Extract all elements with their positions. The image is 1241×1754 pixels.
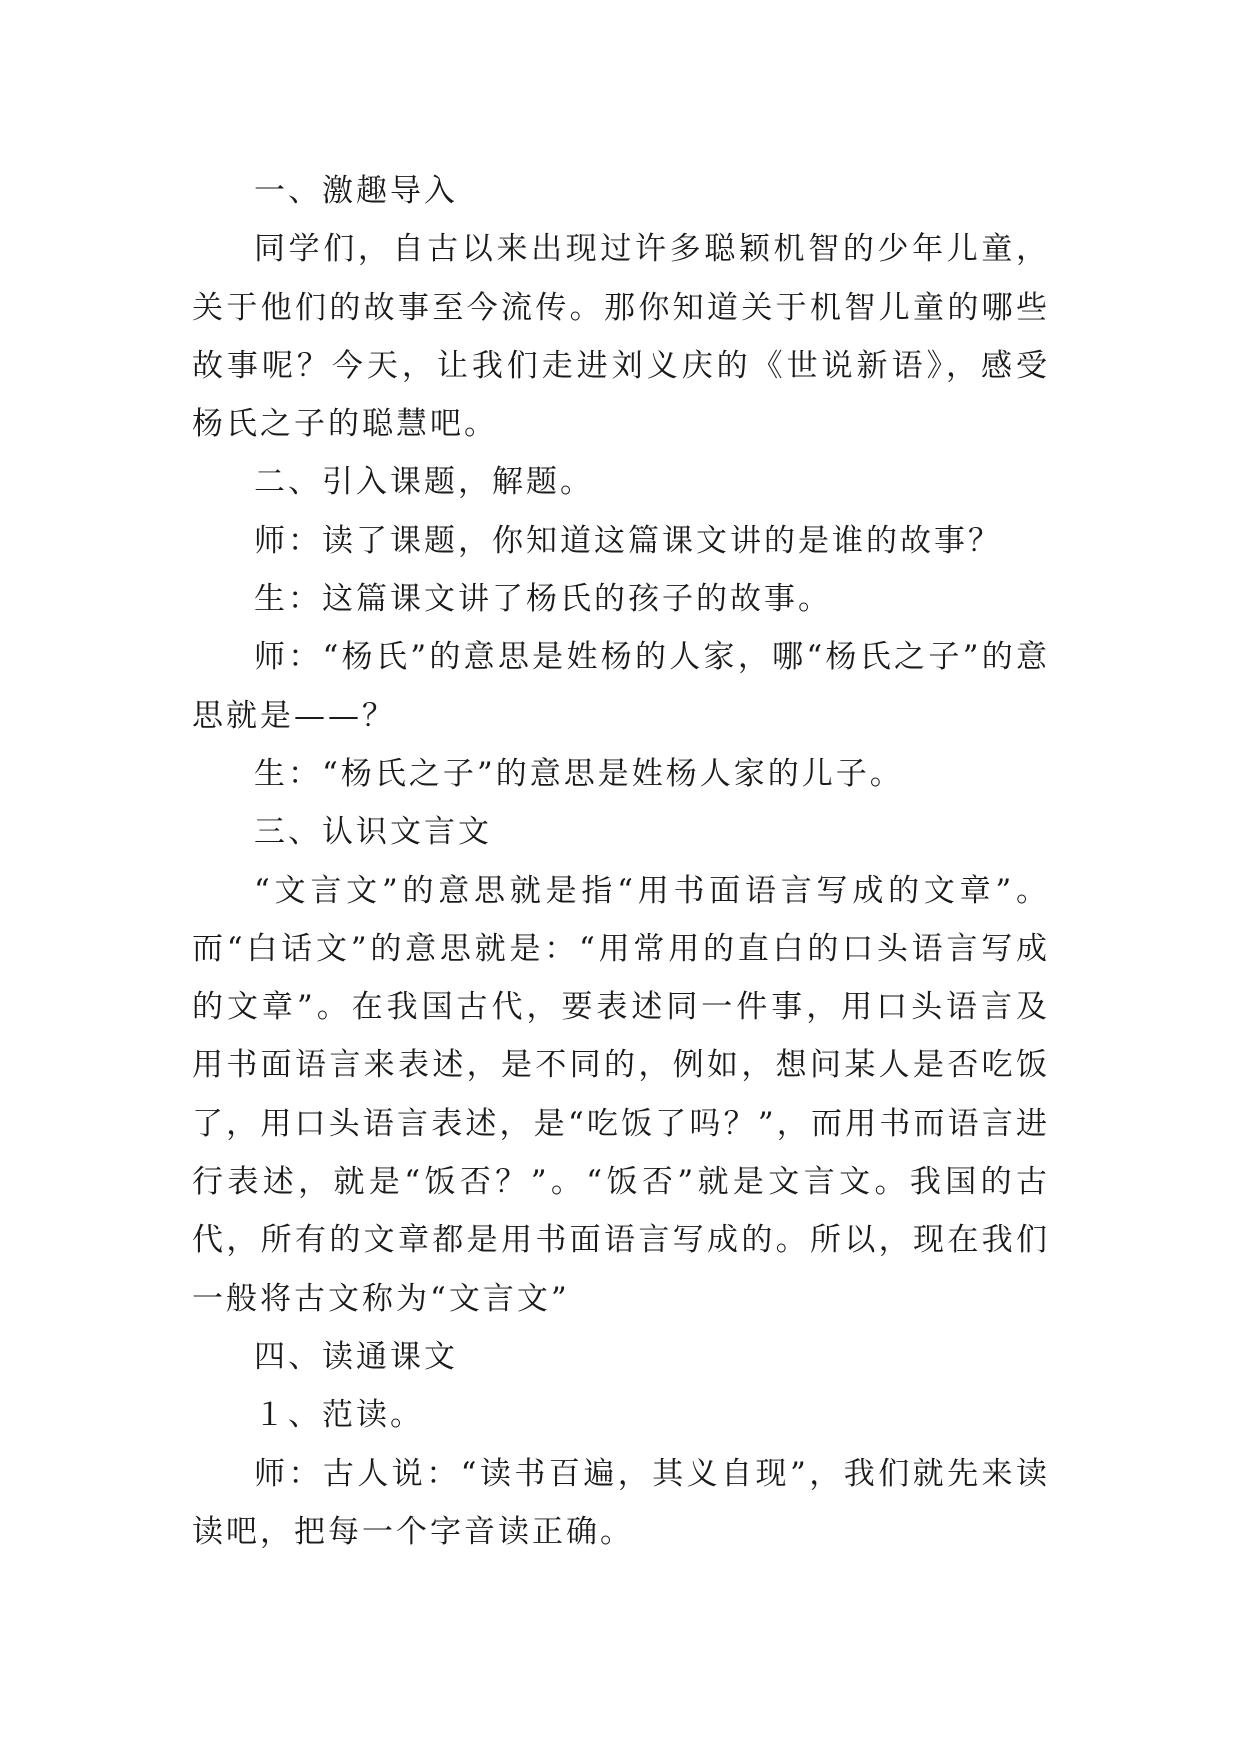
document-body [192,162,1050,1561]
list-item-model-reading: １、范读。 [254,1397,424,1434]
paragraph-wenyanwen-text: “文言文”的意思就是指“用书面语言写成的文章”。而“白话文”的意思就是：“用常用的直白的口头语言写成的文章”。在我国古代，要表述同一件事，用口头语言及用书面语言来表述，是不同的，例如，想问某人是否吃饭了，用口头语言表述，是“吃饭了吗？”，而用书而语言进行表述，就是“饭否？”。“饭否”就是文言文。我国的古代，所有的文章都是用书面语言写成的。所以，现在我们一般将古文称为“文言文” [192,872,1050,1317]
section-heading-intro: 一、激趣导入 [254,173,458,209]
dialogue-teacher-question: 师：读了课题，你知道这篇课文讲的是谁的故事？ [254,522,1002,559]
dialogue-student-explain: 生：“杨氏之子”的意思是姓杨人家的儿子。 [254,755,904,792]
section-heading-reading: 四、读通课文 [254,1338,458,1375]
section-heading-wenyanwen: 三、认识文言文 [254,814,492,851]
dialogue-teacher-explain: 师：“杨氏”的意思是姓杨的人家，哪“杨氏之子”的意思就是——？ [192,639,1050,734]
paragraph-intro-text: 同学们，自古以来出现过许多聪颖机智的少年儿童，关于他们的故事至今流传。那你知道关于机智儿童的哪些故事呢？今天，让我们走进刘义庆的《世说新语》，感受杨氏之子的聪慧吧。 [192,231,1050,443]
dialogue-teacher-reading: 师：古人说：“读书百遍，其义自现”，我们就先来读读吧，把每一个字音读正确。 [192,1455,1050,1550]
dialogue-student-answer: 生：这篇课文讲了杨氏的孩子的故事。 [254,581,832,618]
section-heading-topic: 二、引入课题，解题。 [254,464,594,501]
